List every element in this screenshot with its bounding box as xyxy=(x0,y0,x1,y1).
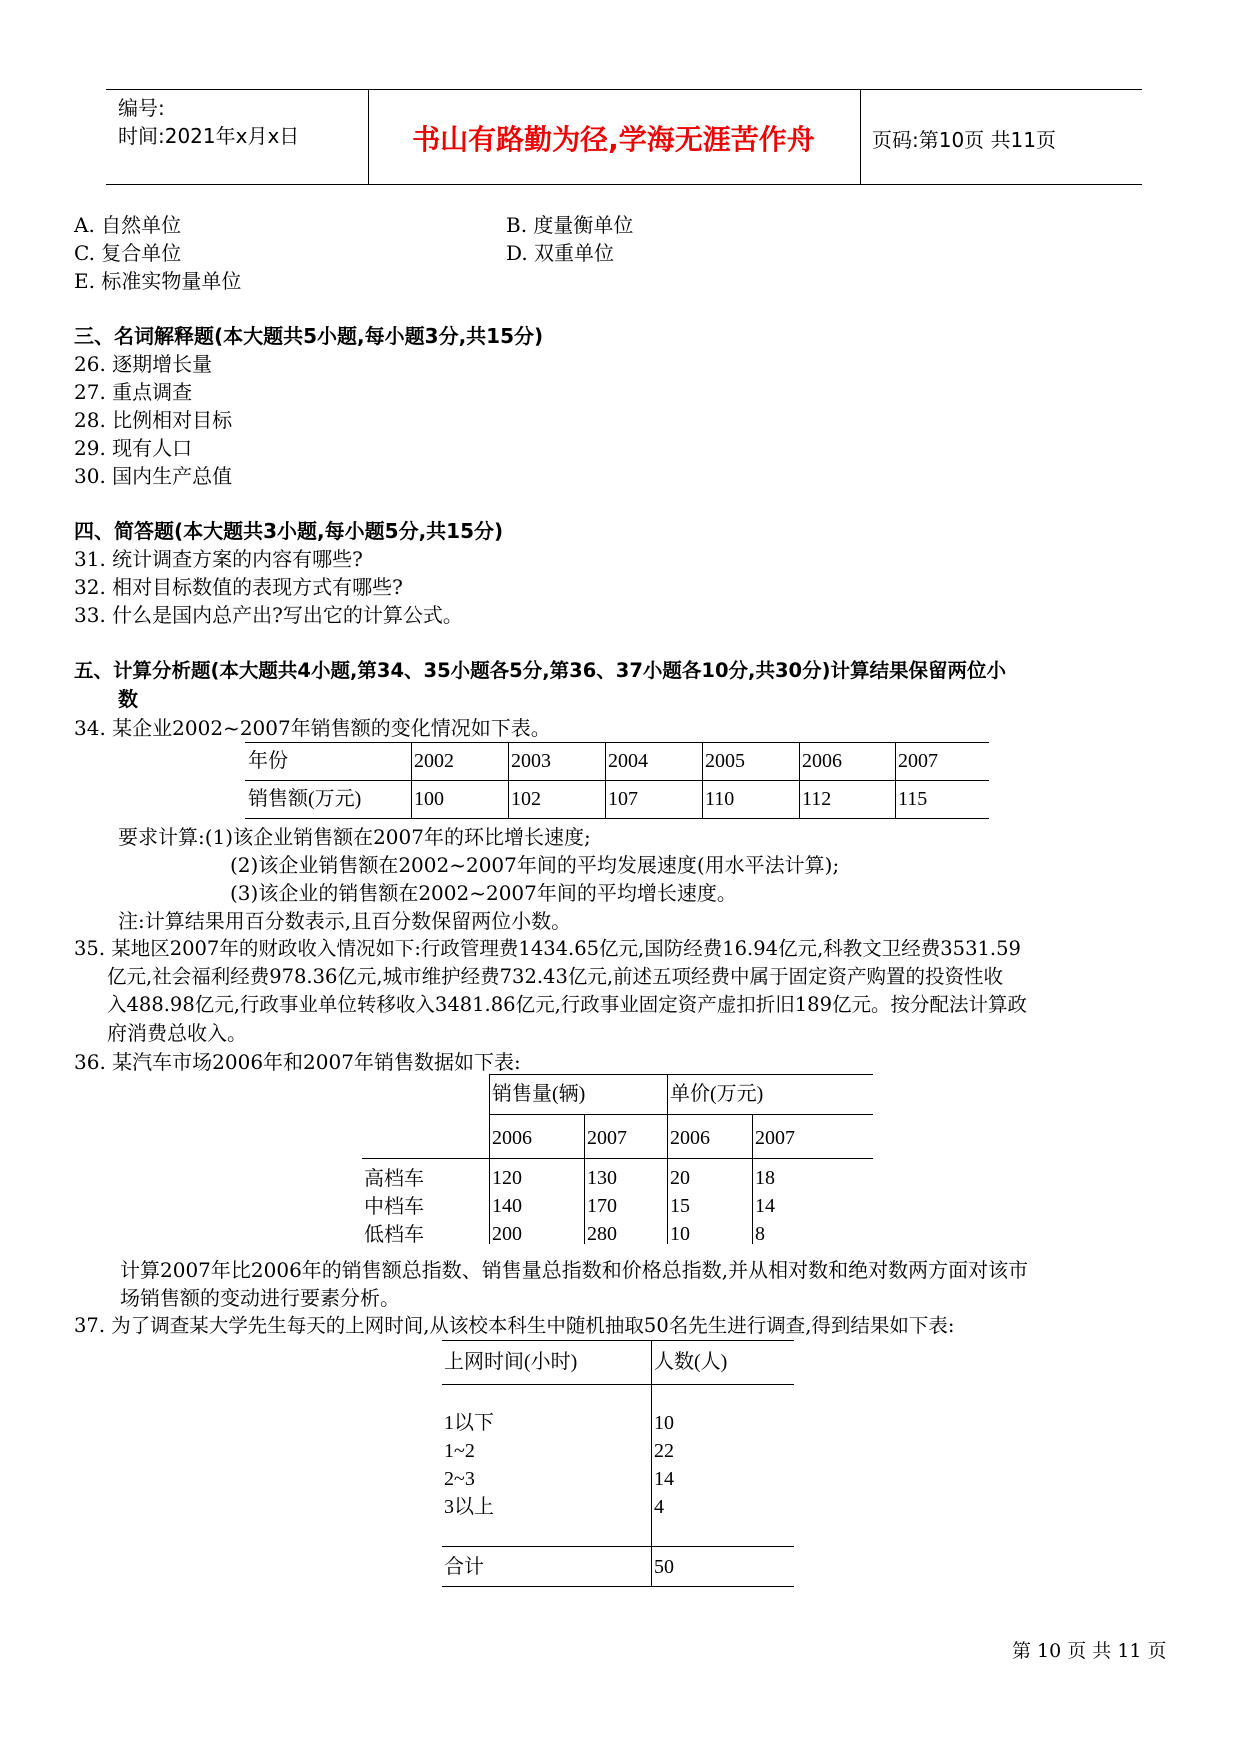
number-label: 编号: xyxy=(118,96,165,120)
section4-item: 33. 什么是国内总产出?写出它的计算公式。 xyxy=(74,603,463,627)
section5-title: 五、计算分析题(本大题共4小题,第34、35小题各5分,第36、37小题各10分,共30分)计算结果保留两位小 xyxy=(74,659,1007,682)
table-cell: 14 xyxy=(654,1468,674,1490)
table-cell: 4 xyxy=(654,1496,664,1518)
table-cell: 140 xyxy=(492,1195,522,1217)
table-cell: 合计 xyxy=(444,1556,484,1578)
section3-title: 三、名词解释题(本大题共5小题,每小题3分,共15分) xyxy=(74,324,544,348)
table-cell: 1~2 xyxy=(444,1440,475,1462)
header-divider xyxy=(368,90,369,184)
table-cell: 2007 xyxy=(898,750,938,772)
table-cell: 20 xyxy=(670,1167,690,1189)
section5-title-cont: 数 xyxy=(118,687,138,711)
header-left-cell xyxy=(118,94,299,150)
q35-text: 府消费总收入。 xyxy=(107,1021,247,1045)
table-header: 人数(人) xyxy=(654,1351,728,1373)
section3-item: 28. 比例相对目标 xyxy=(74,408,233,432)
option-e: E. 标准实物量单位 xyxy=(74,269,242,293)
table-cell: 中档车 xyxy=(364,1194,424,1218)
table-cell: 8 xyxy=(755,1223,765,1245)
table-header: 2006 xyxy=(670,1127,710,1149)
section3-item: 26. 逐期增长量 xyxy=(74,352,213,376)
table-cell: 2005 xyxy=(705,750,745,772)
q35-text: 亿元,社会福利经费978.36亿元,城市维护经费732.43亿元,前述五项经费中属于固定资产购置的投资性收 xyxy=(107,965,1004,988)
header-divider xyxy=(860,90,861,184)
page-footer: 第 10 页 共 11 页 xyxy=(1012,1640,1167,1662)
table-cell: 170 xyxy=(587,1195,617,1217)
page-header xyxy=(106,89,1142,185)
header-page-info: 页码:第10页 共11页 xyxy=(872,128,1056,152)
q36-text: 计算2007年比2006年的销售额总指数、销售量总指数和价格总指数,并从相对数和绝对数两方面对该市 xyxy=(120,1258,1029,1282)
q34-requirement: 要求计算:(1)该企业销售额在2007年的环比增长速度; xyxy=(118,825,591,849)
q36-intro: 36. 某汽车市场2006年和2007年销售数据如下表: xyxy=(74,1050,521,1074)
table-header: 2007 xyxy=(755,1127,795,1149)
q35-text: 入488.98亿元,行政事业单位转移收入3481.86亿元,行政事业固定资产虚扣折旧189亿元。按分配法计算政 xyxy=(107,993,1027,1016)
section3-item: 29. 现有人口 xyxy=(74,436,193,460)
section4-title: 四、简答题(本大题共3小题,每小题5分,共15分) xyxy=(74,519,504,543)
section4-item: 31. 统计调查方案的内容有哪些? xyxy=(74,547,363,571)
option-c: C. 复合单位 xyxy=(74,241,182,265)
table-cell: 115 xyxy=(898,788,928,810)
table-cell: 高档车 xyxy=(364,1166,424,1190)
q34-requirement: (2)该企业销售额在2002~2007年间的平均发展速度(用水平法计算); xyxy=(230,853,840,877)
table-cell: 10 xyxy=(670,1223,690,1245)
table-header: 2007 xyxy=(587,1127,627,1149)
table-cell: 年份 xyxy=(248,750,288,772)
q36-text: 场销售额的变动进行要素分析。 xyxy=(120,1286,400,1310)
table-cell: 120 xyxy=(492,1167,522,1189)
table-cell: 50 xyxy=(654,1556,674,1578)
table-header: 上网时间(小时) xyxy=(444,1351,578,1373)
table-header: 单价(万元) xyxy=(670,1083,764,1105)
section4-item: 32. 相对目标数值的表现方式有哪些? xyxy=(74,575,403,599)
table-cell: 102 xyxy=(511,788,541,810)
table-cell: 14 xyxy=(755,1195,775,1217)
table-header: 2006 xyxy=(492,1127,532,1149)
table-cell: 低档车 xyxy=(364,1222,424,1246)
option-b: B. 度量衡单位 xyxy=(506,213,634,237)
q37-intro: 37. 为了调查某大学先生每天的上网时间,从该校本科生中随机抽取50名先生进行调查,得到结果如下表: xyxy=(74,1314,955,1337)
q35-text: 35. 某地区2007年的财政收入情况如下:行政管理费1434.65亿元,国防经费16.94亿元,科教文卫经费3531.59 xyxy=(74,937,1021,960)
table-cell: 2004 xyxy=(608,750,648,772)
table-cell: 2006 xyxy=(802,750,842,772)
table-cell: 15 xyxy=(670,1195,690,1217)
section3-item: 30. 国内生产总值 xyxy=(74,464,233,488)
table-cell: 2002 xyxy=(414,750,454,772)
table-cell: 200 xyxy=(492,1223,522,1245)
section3-item: 27. 重点调查 xyxy=(74,380,193,404)
table-cell: 280 xyxy=(587,1223,617,1245)
table-cell: 22 xyxy=(654,1440,674,1462)
header-motto: 书山有路勤为径,学海无涯苦作舟 xyxy=(412,123,815,156)
table-cell: 销售额(万元) xyxy=(248,788,362,810)
option-d: D. 双重单位 xyxy=(506,241,615,265)
table-cell: 107 xyxy=(608,788,638,810)
table-cell: 3以上 xyxy=(444,1496,494,1518)
q34-intro: 34. 某企业2002~2007年销售额的变化情况如下表。 xyxy=(74,716,551,740)
table-cell: 10 xyxy=(654,1412,674,1434)
table-cell: 2~3 xyxy=(444,1468,475,1490)
table-cell: 1以下 xyxy=(444,1412,494,1434)
table-header: 销售量(辆) xyxy=(492,1083,586,1105)
table-cell: 100 xyxy=(414,788,444,810)
table-cell: 2003 xyxy=(511,750,551,772)
table-cell: 110 xyxy=(705,788,735,810)
table-cell: 130 xyxy=(587,1167,617,1189)
table-cell: 18 xyxy=(755,1167,775,1189)
q34-requirement: (3)该企业的销售额在2002~2007年间的平均增长速度。 xyxy=(230,881,737,905)
time-label: 时间:2021年x月x日 xyxy=(118,124,300,148)
option-a: A. 自然单位 xyxy=(74,213,182,237)
q34-note: 注:计算结果用百分数表示,且百分数保留两位小数。 xyxy=(118,909,572,933)
table-cell: 112 xyxy=(802,788,832,810)
